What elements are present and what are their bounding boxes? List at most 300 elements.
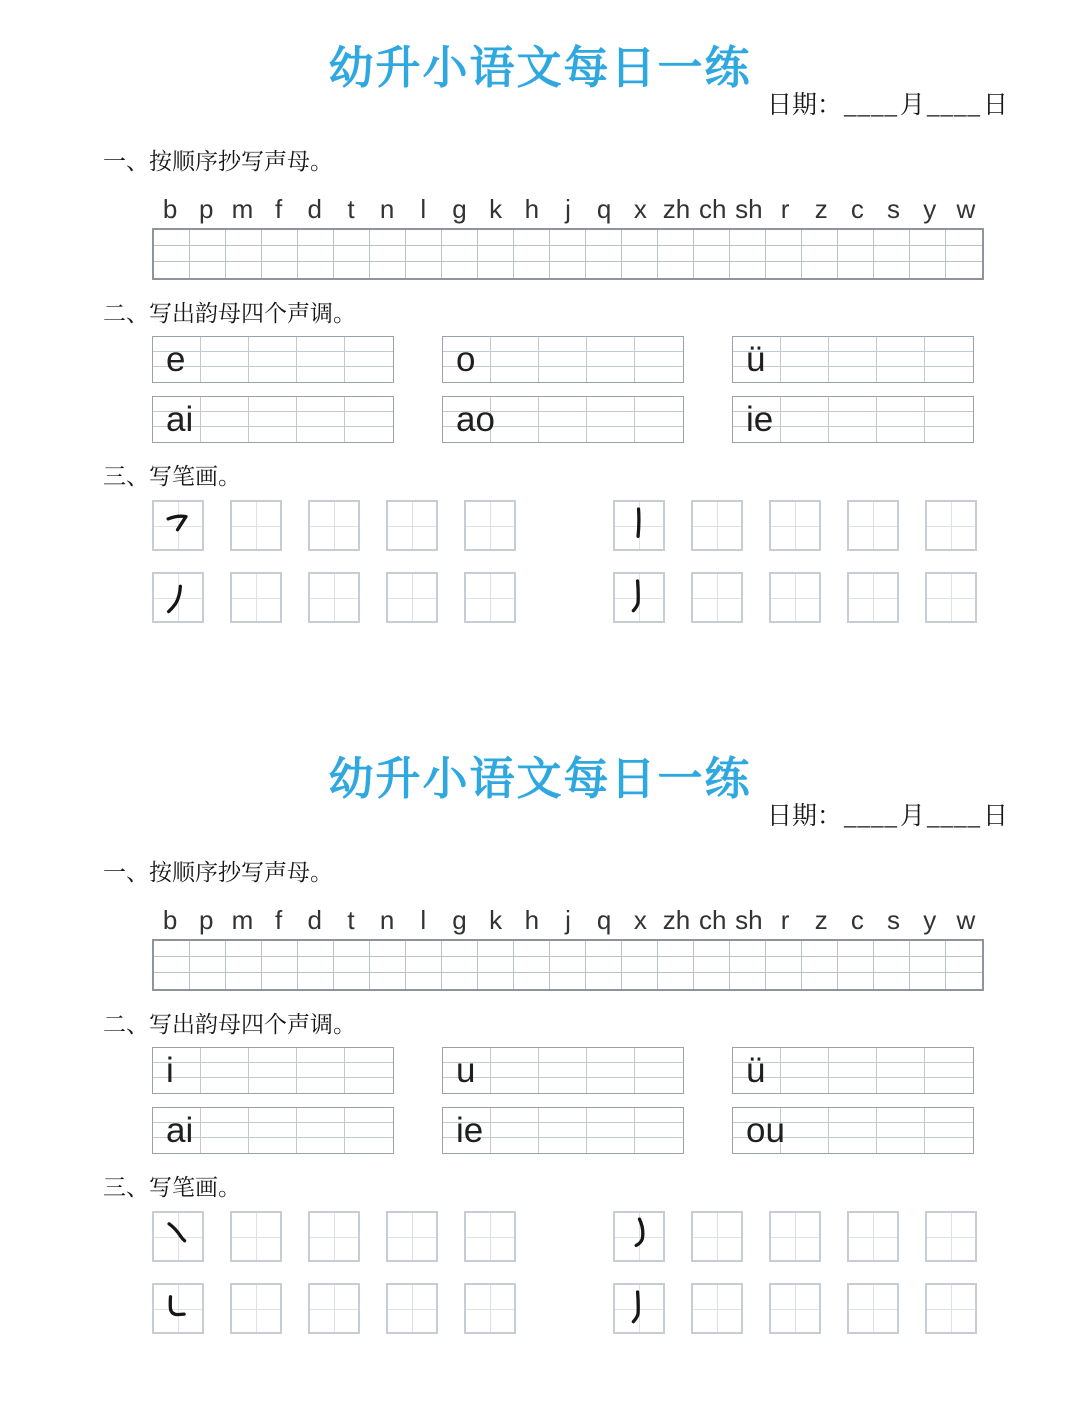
final-letter: ü xyxy=(746,1050,766,1090)
final-grid-cell xyxy=(249,337,297,352)
writing-grid-cell xyxy=(658,973,694,989)
final-grid-cell xyxy=(877,412,925,427)
final-grid-cell xyxy=(781,1048,829,1063)
final-grid-cell xyxy=(201,397,249,412)
initial-letter: l xyxy=(420,905,427,935)
final-grid-cell xyxy=(201,1138,249,1153)
initial-letter: r xyxy=(780,905,790,935)
stroke-practice-box xyxy=(308,572,360,623)
initial-letter: g xyxy=(452,905,467,935)
final-grid-cell xyxy=(297,1108,345,1123)
writing-grid-cell xyxy=(262,973,298,989)
final-letter: ü xyxy=(746,339,766,379)
writing-grid-cell xyxy=(802,246,838,262)
final-grid-cell xyxy=(345,367,393,382)
writing-grid-cell xyxy=(910,246,946,262)
writing-grid-cell xyxy=(334,957,370,973)
writing-grid-cell xyxy=(694,246,730,262)
writing-grid-cell xyxy=(442,230,478,246)
writing-grid-cell xyxy=(694,230,730,246)
writing-grid-cell xyxy=(514,246,550,262)
final-grid-cell xyxy=(201,427,249,442)
final-grid-cell xyxy=(249,1063,297,1078)
stroke-box-group xyxy=(613,1283,977,1334)
writing-grid-cell xyxy=(946,230,982,246)
writing-grid-cell xyxy=(334,941,370,957)
final-grid-cell xyxy=(587,1108,635,1123)
final-tone-grid xyxy=(442,336,684,383)
initial-letter: zh xyxy=(662,905,691,935)
final-grid-cell xyxy=(249,397,297,412)
stroke-practice-box xyxy=(847,1283,899,1334)
writing-grid-cell xyxy=(298,246,334,262)
writing-grid-cell xyxy=(622,957,658,973)
writing-grid-cell xyxy=(370,230,406,246)
final-grid-cell xyxy=(297,1078,345,1093)
writing-grid-cell xyxy=(730,230,766,246)
stroke-box-group xyxy=(152,1211,516,1262)
writing-grid-cell xyxy=(838,230,874,246)
writing-grid-cell xyxy=(802,941,838,957)
stroke-practice-box xyxy=(613,1211,665,1262)
initials-row xyxy=(152,905,984,935)
final-tone-grid xyxy=(152,1107,394,1154)
final-grid-cell xyxy=(249,412,297,427)
writing-grid-cell xyxy=(406,941,442,957)
initial-letter: l xyxy=(420,194,427,224)
stroke-practice-box xyxy=(152,1283,204,1334)
strokes-box-row-1 xyxy=(152,1211,1080,1262)
final-grid-cell xyxy=(491,1048,539,1063)
writing-grid-cell xyxy=(766,262,802,278)
final-grid-cell xyxy=(297,397,345,412)
initial-letter: m xyxy=(231,194,254,224)
stroke-practice-box xyxy=(613,572,665,623)
writing-grid-cell xyxy=(550,941,586,957)
writing-grid-cell xyxy=(478,230,514,246)
writing-grid-cell xyxy=(154,957,190,973)
final-grid-cell xyxy=(201,1108,249,1123)
writing-grid-cell xyxy=(550,262,586,278)
stroke-practice-box xyxy=(925,1283,977,1334)
writing-grid-cell xyxy=(946,941,982,957)
stroke-practice-box xyxy=(152,572,204,623)
final-grid-cell xyxy=(925,1123,973,1138)
wan-gou-stroke-path xyxy=(636,1219,643,1245)
final-grid-cell xyxy=(345,1123,393,1138)
stroke-practice-box xyxy=(230,500,282,551)
date-day-blank: ____ xyxy=(926,803,981,830)
writing-grid-cell xyxy=(874,246,910,262)
stroke-practice-box xyxy=(464,1211,516,1262)
final-grid-cell xyxy=(877,367,925,382)
writing-grid-cell xyxy=(154,262,190,278)
writing-grid-cell xyxy=(658,230,694,246)
final-grid-cell xyxy=(249,1078,297,1093)
stroke-practice-box xyxy=(230,1211,282,1262)
final-grid-cell xyxy=(491,1063,539,1078)
writing-grid-cell xyxy=(730,262,766,278)
finals-grid-row-2 xyxy=(152,1107,984,1154)
worksheet-bottom xyxy=(0,755,1080,1334)
group-gap xyxy=(516,1283,613,1284)
final-grid-cell xyxy=(297,427,345,442)
final-grid-cell xyxy=(829,1138,877,1153)
final-grid-cell xyxy=(491,427,539,442)
initial-letter: j xyxy=(565,905,571,935)
final-grid-cell xyxy=(539,412,587,427)
writing-grid-cell xyxy=(946,246,982,262)
final-grid-cell xyxy=(491,1108,539,1123)
final-grid-cell xyxy=(539,367,587,382)
final-tone-grid xyxy=(732,1047,974,1094)
final-grid-cell xyxy=(829,1108,877,1123)
stroke-box-group xyxy=(613,500,977,551)
writing-grid-cell xyxy=(910,262,946,278)
writing-grid-cell xyxy=(838,973,874,989)
initial-letter: d xyxy=(307,194,322,224)
final-grid-cell xyxy=(249,1048,297,1063)
writing-grid-cell xyxy=(406,230,442,246)
writing-grid-cell xyxy=(586,246,622,262)
group-gap xyxy=(516,500,613,501)
final-letter: ou xyxy=(746,1110,785,1150)
shu-stroke-icon xyxy=(615,502,663,549)
final-grid-cell xyxy=(297,352,345,367)
final-grid-cell xyxy=(829,1123,877,1138)
writing-grid-cell xyxy=(226,973,262,989)
final-grid-cell xyxy=(877,1048,925,1063)
heng-gou-stroke-icon xyxy=(154,502,202,549)
writing-grid-cell xyxy=(370,941,406,957)
writing-grid-cell xyxy=(298,262,334,278)
final-grid-cell xyxy=(877,1063,925,1078)
writing-grid-cell xyxy=(946,262,982,278)
writing-grid-cell xyxy=(442,957,478,973)
writing-grid-cell xyxy=(550,246,586,262)
date-month-blank: ____ xyxy=(843,803,898,830)
final-grid-cell xyxy=(587,1123,635,1138)
dian-stroke-icon xyxy=(154,1213,202,1260)
writing-grid-cell xyxy=(406,973,442,989)
final-grid-cell xyxy=(539,427,587,442)
initial-letter: n xyxy=(379,905,395,935)
writing-grid-cell xyxy=(730,973,766,989)
final-grid-cell xyxy=(587,412,635,427)
writing-grid-cell xyxy=(190,973,226,989)
writing-grid-cell xyxy=(190,941,226,957)
writing-grid-cell xyxy=(154,230,190,246)
initial-letter: r xyxy=(780,194,790,224)
finals-grid-row-2 xyxy=(152,396,984,443)
date-line xyxy=(0,803,1080,831)
final-grid-cell xyxy=(345,337,393,352)
final-grid-cell xyxy=(491,352,539,367)
shu-gou-stroke-path xyxy=(633,581,638,611)
final-tone-grid xyxy=(732,336,974,383)
initial-letter: k xyxy=(489,905,503,935)
writing-grid-cell xyxy=(334,262,370,278)
final-grid-cell xyxy=(249,427,297,442)
final-grid-cell xyxy=(877,352,925,367)
writing-grid-cell xyxy=(802,973,838,989)
initial-letter: b xyxy=(162,194,178,224)
section3-label: 三、写笔画。 xyxy=(103,464,241,489)
final-grid-cell xyxy=(539,1048,587,1063)
shu-wan-stroke-path xyxy=(170,1297,184,1315)
final-grid-cell xyxy=(539,1123,587,1138)
final-grid-cell xyxy=(249,352,297,367)
writing-grid-cell xyxy=(658,246,694,262)
final-grid-cell xyxy=(491,367,539,382)
final-grid-cell xyxy=(153,1048,201,1063)
final-tone-grid xyxy=(442,1047,684,1094)
writing-grid-cell xyxy=(262,941,298,957)
section2-label: 二、写出韵母四个声调。 xyxy=(103,301,356,326)
writing-grid-cell xyxy=(838,941,874,957)
writing-grid-cell xyxy=(766,246,802,262)
final-grid-cell xyxy=(781,1063,829,1078)
final-tone-grid xyxy=(152,1047,394,1094)
final-grid-cell xyxy=(297,412,345,427)
stroke-practice-box xyxy=(691,500,743,551)
final-grid-cell xyxy=(345,1078,393,1093)
stroke-box-group xyxy=(152,500,516,551)
final-grid-cell xyxy=(781,352,829,367)
initial-letter: ch xyxy=(698,194,727,224)
final-grid-cell xyxy=(925,337,973,352)
writing-grid-cell xyxy=(550,230,586,246)
stroke-practice-box xyxy=(925,1211,977,1262)
final-grid-cell xyxy=(345,412,393,427)
writing-grid-cell xyxy=(334,973,370,989)
stroke-practice-box xyxy=(613,500,665,551)
stroke-practice-box xyxy=(691,1283,743,1334)
writing-grid-cell xyxy=(658,262,694,278)
final-grid-cell xyxy=(829,1048,877,1063)
writing-grid-cell xyxy=(586,262,622,278)
stroke-practice-box xyxy=(308,1283,360,1334)
section3-label: 三、写笔画。 xyxy=(103,1175,241,1200)
shu-gou-stroke-path xyxy=(633,1292,638,1322)
writing-grid-cell xyxy=(226,230,262,246)
writing-grid-cell xyxy=(226,262,262,278)
initials-writing-grid xyxy=(152,228,984,280)
date-label: 日期： xyxy=(766,803,842,830)
stroke-practice-box xyxy=(152,1211,204,1262)
date-month-char: 月 xyxy=(899,803,925,830)
finals-grid-row-1 xyxy=(152,1047,984,1094)
initial-letter: n xyxy=(379,194,395,224)
initial-letter: w xyxy=(956,194,976,224)
initial-letter: zh xyxy=(662,194,691,224)
final-grid-cell xyxy=(781,1078,829,1093)
final-grid-cell xyxy=(925,1138,973,1153)
initial-letter: k xyxy=(489,194,503,224)
final-grid-cell xyxy=(925,352,973,367)
final-grid-cell xyxy=(153,1063,201,1078)
final-grid-cell xyxy=(297,1063,345,1078)
final-letter: ai xyxy=(166,399,194,439)
final-grid-cell xyxy=(587,1063,635,1078)
initial-letter: y xyxy=(923,905,937,935)
initial-letter: f xyxy=(274,194,283,224)
stroke-practice-box xyxy=(925,500,977,551)
final-grid-cell xyxy=(829,352,877,367)
pie-stroke-icon xyxy=(154,574,202,621)
final-grid-cell xyxy=(877,337,925,352)
writing-grid-cell xyxy=(622,262,658,278)
writing-grid-cell xyxy=(514,957,550,973)
initial-letter: t xyxy=(347,194,355,224)
writing-grid-cell xyxy=(766,230,802,246)
date-day-char: 日 xyxy=(982,803,1008,830)
final-grid-cell xyxy=(781,427,829,442)
final-grid-cell xyxy=(491,412,539,427)
stroke-practice-box xyxy=(769,500,821,551)
final-letter: ao xyxy=(456,399,495,439)
strokes-box-row-1 xyxy=(152,500,1080,551)
stroke-practice-box xyxy=(847,500,899,551)
writing-grid-cell xyxy=(730,246,766,262)
final-grid-cell xyxy=(297,337,345,352)
date-month-blank: ____ xyxy=(843,92,898,119)
writing-grid-cell xyxy=(802,957,838,973)
date-month-char: 月 xyxy=(899,92,925,119)
initial-letter: h xyxy=(524,905,540,935)
stroke-practice-box xyxy=(769,1211,821,1262)
shu-wan-stroke-icon xyxy=(154,1285,202,1332)
stroke-practice-box xyxy=(613,1283,665,1334)
writing-grid-cell xyxy=(766,957,802,973)
writing-grid-cell xyxy=(838,262,874,278)
final-grid-cell xyxy=(491,337,539,352)
writing-grid-cell xyxy=(442,262,478,278)
final-grid-cell xyxy=(297,367,345,382)
final-letter: e xyxy=(166,339,186,379)
writing-grid-cell xyxy=(190,230,226,246)
final-grid-cell xyxy=(877,397,925,412)
writing-grid-cell xyxy=(550,957,586,973)
writing-grid-cell xyxy=(370,973,406,989)
writing-grid-cell xyxy=(478,262,514,278)
stroke-box-group xyxy=(152,1283,516,1334)
writing-grid-cell xyxy=(766,973,802,989)
initial-letter: j xyxy=(565,194,571,224)
final-grid-cell xyxy=(345,1138,393,1153)
writing-grid-cell xyxy=(658,957,694,973)
stroke-box-group xyxy=(152,572,516,623)
final-grid-cell xyxy=(587,1048,635,1063)
date-day-char: 日 xyxy=(982,92,1008,119)
final-grid-cell xyxy=(925,412,973,427)
stroke-practice-box xyxy=(925,572,977,623)
final-grid-cell xyxy=(587,397,635,412)
writing-grid-cell xyxy=(586,957,622,973)
writing-grid-cell xyxy=(802,230,838,246)
final-grid-cell xyxy=(877,1138,925,1153)
final-grid-cell xyxy=(925,397,973,412)
stroke-practice-box xyxy=(769,572,821,623)
final-grid-cell xyxy=(781,1138,829,1153)
pie-stroke-path xyxy=(169,586,181,611)
final-grid-cell xyxy=(539,352,587,367)
initial-letter: y xyxy=(923,194,937,224)
writing-grid-cell xyxy=(910,941,946,957)
initial-letter: z xyxy=(814,194,828,224)
initial-letter: p xyxy=(199,194,214,224)
writing-grid-cell xyxy=(298,957,334,973)
stroke-practice-box xyxy=(308,1211,360,1262)
final-grid-cell xyxy=(877,1108,925,1123)
writing-grid-cell xyxy=(694,973,730,989)
final-grid-cell xyxy=(635,1123,683,1138)
writing-grid-cell xyxy=(406,957,442,973)
final-grid-cell xyxy=(635,367,683,382)
writing-grid-cell xyxy=(370,262,406,278)
page-title: 幼升小语文每日一练 xyxy=(328,42,752,93)
final-grid-cell xyxy=(297,1138,345,1153)
writing-grid-cell xyxy=(154,246,190,262)
final-letter: ie xyxy=(456,1110,484,1150)
stroke-practice-box xyxy=(230,572,282,623)
writing-grid-cell xyxy=(370,246,406,262)
initial-letter: t xyxy=(347,905,355,935)
writing-grid-cell xyxy=(226,941,262,957)
wan-gou-stroke-icon xyxy=(615,1213,663,1260)
date-label: 日期： xyxy=(766,92,842,119)
final-grid-cell xyxy=(201,412,249,427)
initial-letter: d xyxy=(307,905,322,935)
final-grid-cell xyxy=(249,367,297,382)
writing-grid-cell xyxy=(838,246,874,262)
final-grid-cell xyxy=(635,1078,683,1093)
final-grid-cell xyxy=(635,1048,683,1063)
final-grid-cell xyxy=(249,1108,297,1123)
final-letter: u xyxy=(456,1050,476,1090)
writing-grid-cell xyxy=(514,941,550,957)
writing-grid-cell xyxy=(442,941,478,957)
final-tone-grid xyxy=(732,396,974,443)
writing-grid-cell xyxy=(478,973,514,989)
writing-grid-cell xyxy=(874,957,910,973)
final-grid-cell xyxy=(539,337,587,352)
worksheet-top xyxy=(0,0,1080,623)
strokes-box-row-2 xyxy=(152,572,1080,623)
final-grid-cell xyxy=(829,367,877,382)
initial-letter: ch xyxy=(698,905,727,935)
final-grid-cell xyxy=(345,1048,393,1063)
final-grid-cell xyxy=(925,1063,973,1078)
writing-grid-cell xyxy=(910,230,946,246)
writing-grid-cell xyxy=(406,262,442,278)
final-grid-cell xyxy=(829,1063,877,1078)
writing-grid-cell xyxy=(154,973,190,989)
final-grid-cell xyxy=(201,352,249,367)
final-grid-cell xyxy=(587,337,635,352)
final-grid-cell xyxy=(201,1048,249,1063)
final-grid-cell xyxy=(925,427,973,442)
stroke-practice-box xyxy=(847,572,899,623)
final-grid-cell xyxy=(829,412,877,427)
final-grid-cell xyxy=(345,1108,393,1123)
writing-grid-cell xyxy=(190,246,226,262)
writing-grid-cell xyxy=(730,941,766,957)
page-title: 幼升小语文每日一练 xyxy=(328,753,752,804)
final-grid-cell xyxy=(877,1078,925,1093)
writing-grid-cell xyxy=(190,262,226,278)
initial-letter: z xyxy=(814,905,828,935)
